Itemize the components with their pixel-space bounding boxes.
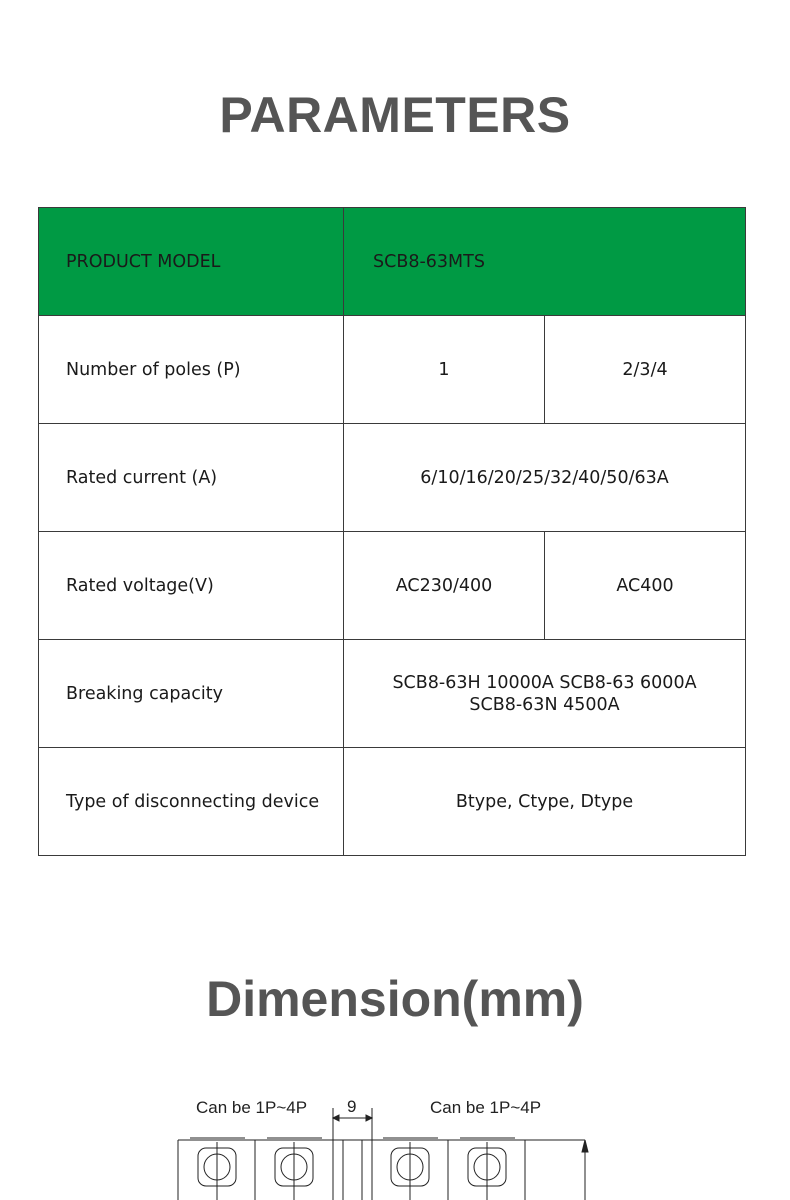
cell-current: 6/10/16/20/25/32/40/50/63A	[344, 424, 746, 532]
product-model-label: PRODUCT MODEL	[39, 208, 344, 316]
table-header-row	[39, 208, 746, 316]
cell-voltage-single: AC230/400	[344, 532, 545, 640]
table-row	[39, 532, 746, 640]
table-row	[39, 316, 746, 424]
table-row	[39, 748, 746, 856]
cell-poles-single: 1	[344, 316, 545, 424]
product-model-value: SCB8-63MTS	[344, 208, 746, 316]
terminal-screw-icon	[468, 1142, 506, 1200]
cell-breaking: SCB8-63H 10000A SCB8-63 6000A SCB8-63N 4500A	[344, 640, 746, 748]
cell-poles-multi: 2/3/4	[545, 316, 746, 424]
dimension-drawing	[0, 1080, 790, 1200]
right-pole-note: Can be 1P~4P	[430, 1098, 542, 1117]
table-row	[39, 424, 746, 532]
breaker-outline	[178, 1138, 585, 1200]
cell-voltage-multi: AC400	[545, 532, 746, 640]
parameters-table	[38, 207, 746, 856]
row-label-voltage: Rated voltage(V)	[39, 532, 344, 640]
row-label-breaking: Breaking capacity	[39, 640, 344, 748]
dimension-title: Dimension(mm)	[206, 971, 584, 1027]
terminal-screw-icon	[275, 1142, 313, 1200]
cell-disconnect: Btype, Ctype, Dtype	[344, 748, 746, 856]
table-row	[39, 640, 746, 748]
parameters-title: PARAMETERS	[219, 87, 571, 143]
height-arrow-icon	[582, 1140, 588, 1200]
left-pole-note: Can be 1P~4P	[196, 1098, 308, 1117]
terminal-screw-icon	[391, 1142, 429, 1200]
row-label-current: Rated current (A)	[39, 424, 344, 532]
width-label: 9	[347, 1097, 357, 1116]
row-label-disconnect: Type of disconnecting device	[39, 748, 344, 856]
terminal-screw-icon	[198, 1142, 236, 1200]
row-label-poles: Number of poles (P)	[39, 316, 344, 424]
